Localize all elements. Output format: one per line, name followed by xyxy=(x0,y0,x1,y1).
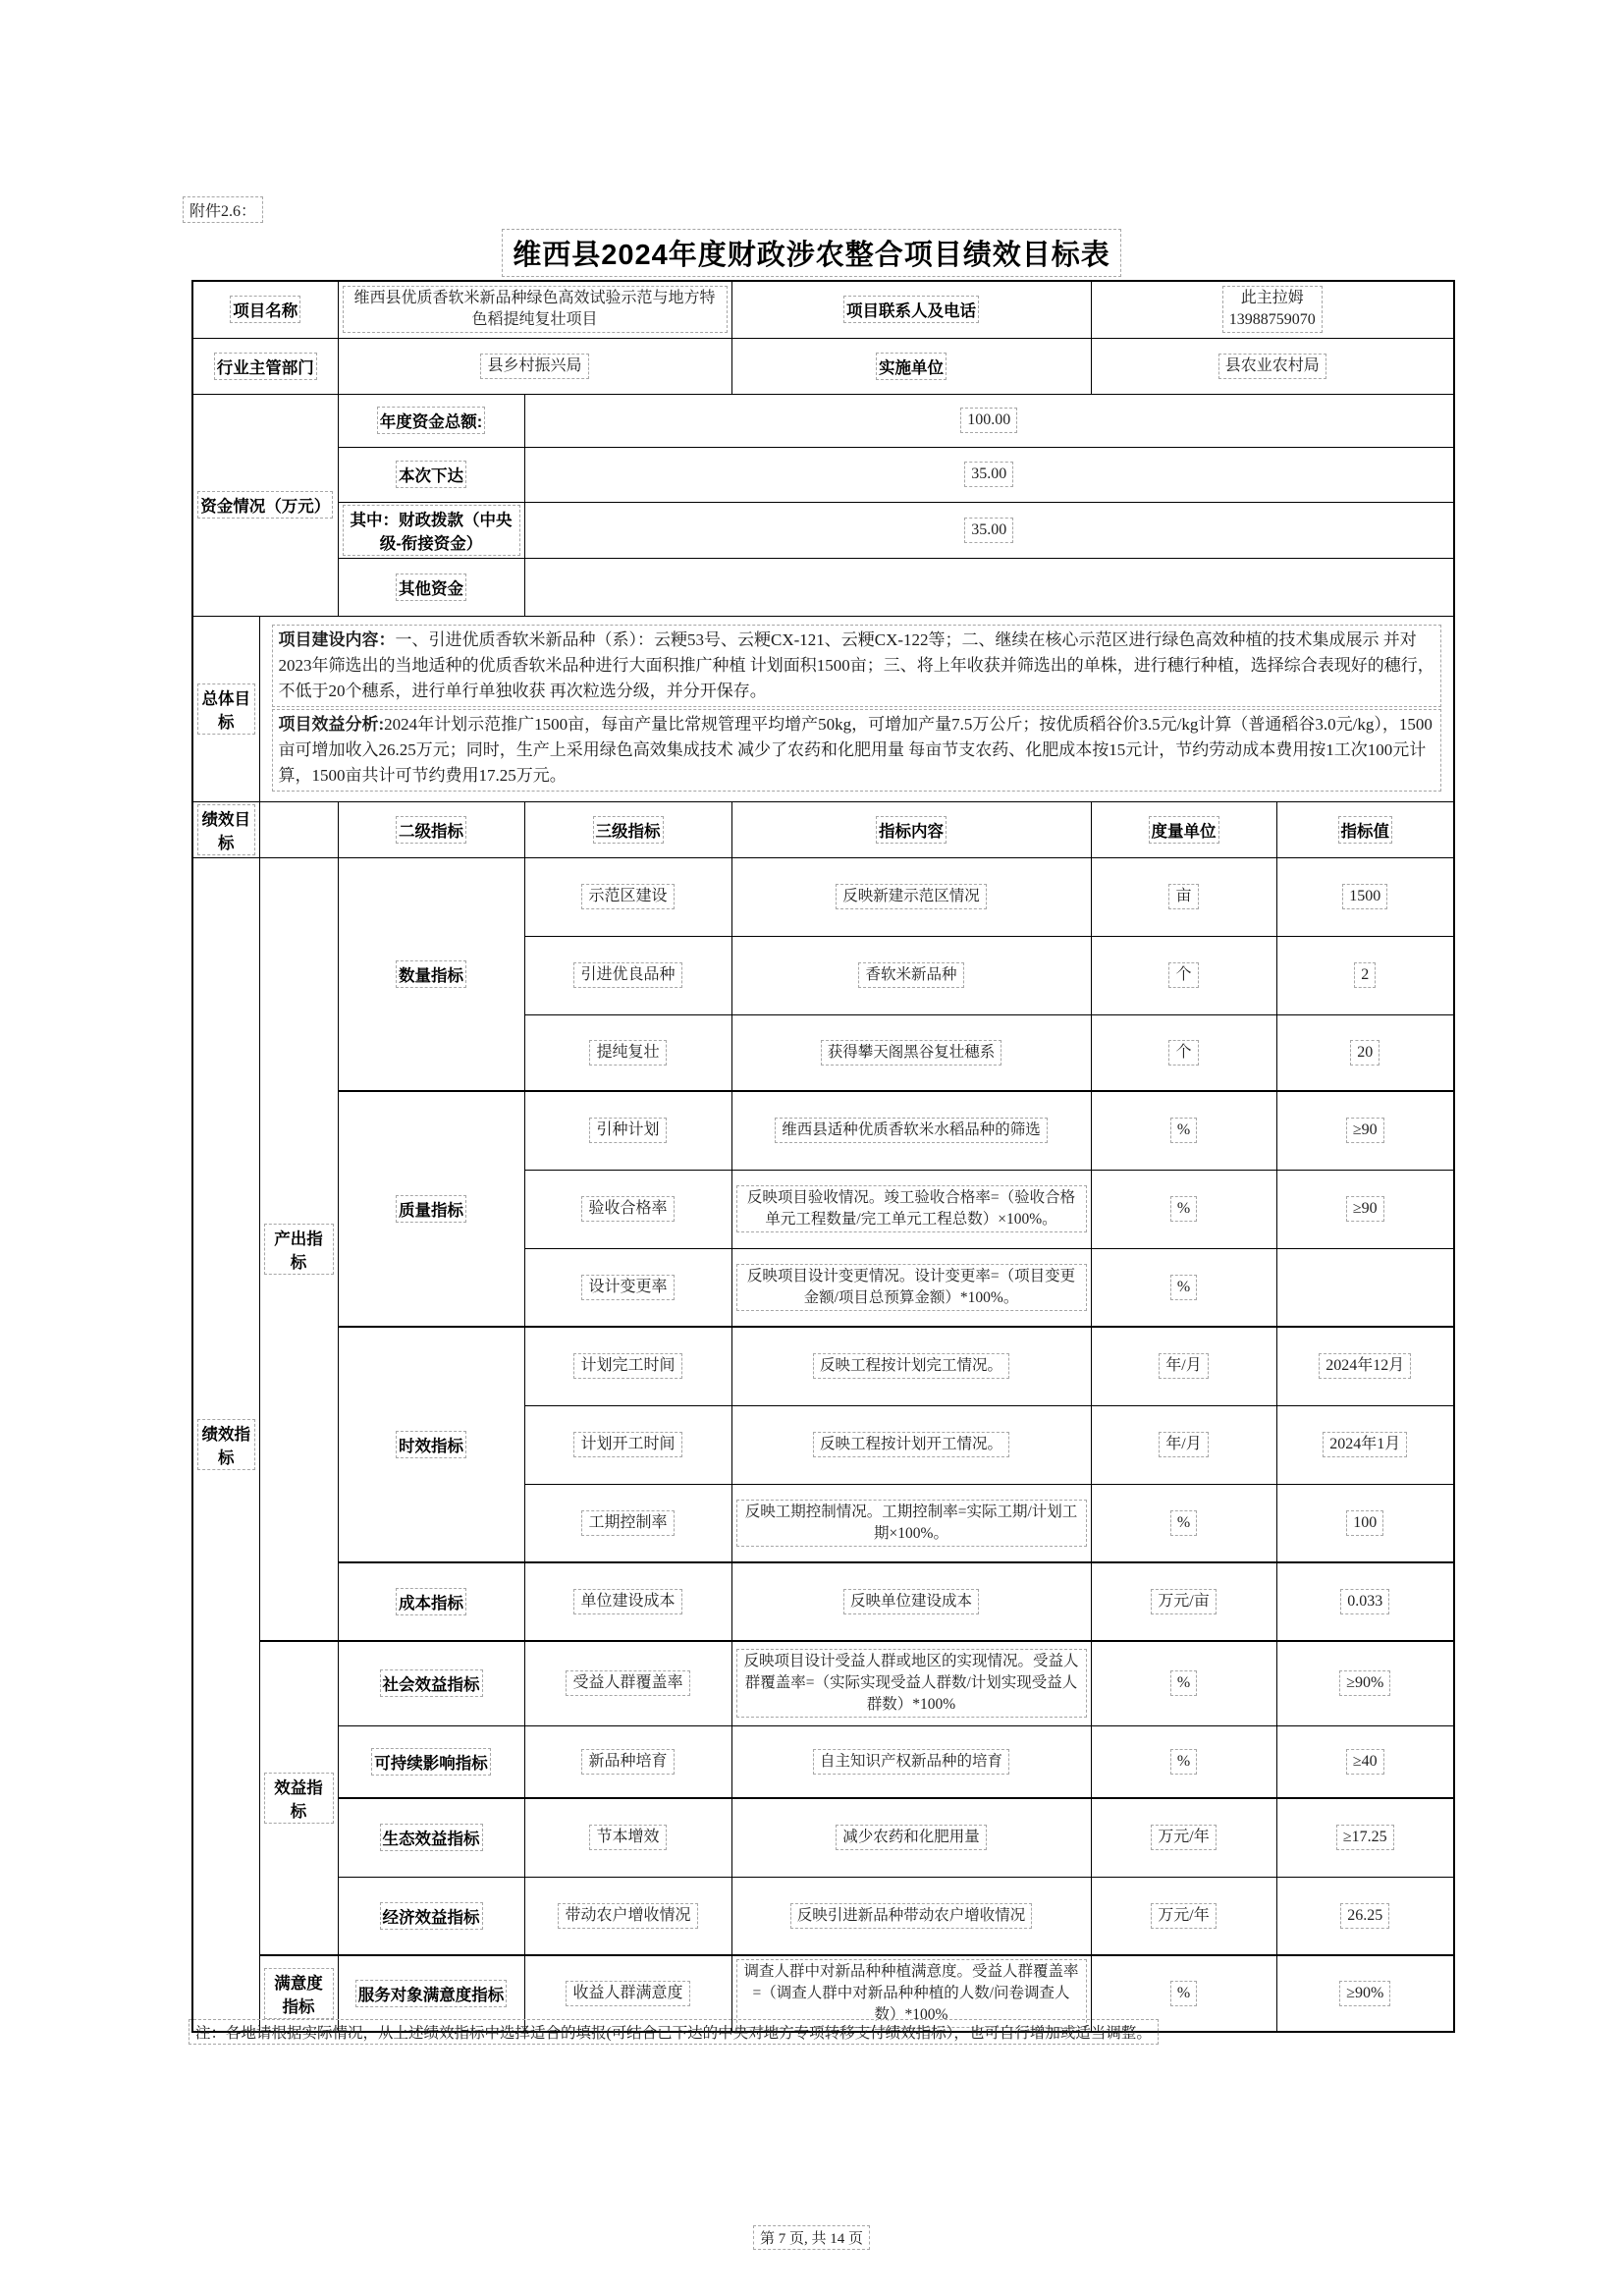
indicator-name: 受益人群覆盖率 xyxy=(566,1670,689,1696)
indicator-content: 反映工程按计划完工情况。 xyxy=(813,1353,1009,1379)
header-value: 指标值 xyxy=(1338,816,1393,844)
funding-total-label: 年度资金总额: xyxy=(377,407,486,434)
overall-goal-label: 总体目标 xyxy=(197,683,255,735)
indicator-content: 反映工期控制情况。工期控制率=实际工期/计划工期×100%。 xyxy=(736,1500,1087,1547)
title-row xyxy=(0,229,1623,277)
indicator-value: 26.25 xyxy=(1340,1903,1389,1929)
indicator-row xyxy=(192,1877,1454,1955)
sub-social-label: 社会效益指标 xyxy=(380,1669,483,1697)
benefit-paragraph xyxy=(272,709,1442,792)
funding-current-value: 35.00 xyxy=(964,462,1013,487)
indicator-value: 0.033 xyxy=(1340,1589,1389,1614)
sub-cost-label: 成本指标 xyxy=(396,1588,466,1615)
indicator-name: 计划完工时间 xyxy=(573,1353,681,1379)
indicator-row-label: 绩效指标 xyxy=(197,1419,255,1470)
contact-value xyxy=(1222,286,1323,333)
header-level3: 三级指标 xyxy=(593,816,664,844)
indicator-name: 引种计划 xyxy=(589,1118,666,1143)
indicator-name: 工期控制率 xyxy=(581,1510,674,1536)
indicator-row xyxy=(192,857,1454,936)
indicator-unit: 万元/年 xyxy=(1151,1903,1216,1929)
page-number: 第 7 页, 共 14 页 xyxy=(753,2225,870,2250)
project-name-label: 项目名称 xyxy=(230,296,300,323)
indicator-unit: % xyxy=(1170,1749,1197,1775)
indicator-unit: 个 xyxy=(1168,962,1198,988)
indicator-row xyxy=(192,1091,1454,1170)
implementing-unit-value: 县农业农村局 xyxy=(1218,354,1326,379)
department-value: 县乡村振兴局 xyxy=(480,354,588,379)
indicator-name: 收益人群满意度 xyxy=(566,1981,689,2006)
indicator-content: 反映项目设计变更情况。设计变更率=（项目变更金额/项目总预算金额）*100%。 xyxy=(736,1264,1087,1311)
indicator-value: 1500 xyxy=(1342,884,1387,909)
contact-name: 此主拉姆 xyxy=(1240,290,1304,307)
indicator-name: 计划开工时间 xyxy=(573,1432,681,1457)
indicator-content: 反映项目设计受益人群或地区的实现情况。受益人群覆盖率=（实际实现受益人群数/计划实现受益人群数）*100% xyxy=(736,1649,1087,1718)
indicator-value: 2 xyxy=(1354,962,1376,988)
indicator-value-empty xyxy=(1276,1248,1454,1327)
indicator-unit: 亩 xyxy=(1168,884,1198,909)
indicator-name: 引进优良品种 xyxy=(573,962,681,988)
indicator-content: 维西县适种优质香软米水稻品种的筛选 xyxy=(775,1118,1048,1143)
indicator-name: 节本增效 xyxy=(589,1825,666,1850)
indicator-value: ≥90% xyxy=(1339,1670,1390,1696)
indicator-unit: % xyxy=(1170,1275,1197,1300)
sub-sustain-label: 可持续影响指标 xyxy=(371,1748,491,1776)
funding-central-label: 其中：财政拨款（中央级-衔接资金） xyxy=(343,505,520,556)
indicator-row xyxy=(192,1327,1454,1405)
page-footer xyxy=(0,2225,1623,2250)
indicator-content: 反映新建示范区情况 xyxy=(836,884,987,909)
indicator-value: 100 xyxy=(1346,1510,1383,1536)
indicator-row xyxy=(192,1798,1454,1877)
funding-total-value: 100.00 xyxy=(960,408,1017,433)
benefit-text: 2024年计划示范推广1500亩，每亩产量比常规管理平均增产50kg，可增加产量7.5万公斤；按优质稻谷价3.5元/kg计算（普通稻谷3.0元/kg），1500亩可增加收入26.25万元；同时，生产上采用绿色高效集成技术 减少了农药和化肥用量 每亩节支农药、化肥成本按15元计，节约劳动成本费用按1工次100元计算，1500亩共计可节约费用17.25万元。 xyxy=(278,714,1433,785)
header-content: 指标内容 xyxy=(876,816,947,844)
sub-eco-label: 生态效益指标 xyxy=(380,1824,483,1851)
department-label: 行业主管部门 xyxy=(214,353,317,380)
department-row xyxy=(192,338,1454,394)
indicator-content: 反映引进新品种带动农户增收情况 xyxy=(790,1903,1033,1929)
contact-label: 项目联系人及电话 xyxy=(843,296,979,323)
attachment-label: 附件2.6： xyxy=(183,196,263,223)
indicator-content: 获得攀天阁黑谷复壮穗系 xyxy=(821,1040,1002,1066)
indicator-unit: 万元/年 xyxy=(1151,1825,1216,1850)
indicator-value: 2024年1月 xyxy=(1323,1432,1407,1457)
funding-other-label: 其他资金 xyxy=(396,574,466,601)
indicator-value: ≥90% xyxy=(1339,1981,1390,2006)
group-output-label: 产出指标 xyxy=(264,1224,334,1275)
sub-time-label: 时效指标 xyxy=(396,1431,466,1458)
indicator-header-row xyxy=(192,801,1454,857)
indicator-value: 2024年12月 xyxy=(1319,1353,1411,1379)
sub-quantity-label: 数量指标 xyxy=(396,960,466,988)
sub-economic-label: 经济效益指标 xyxy=(380,1902,483,1930)
indicator-unit: 年/月 xyxy=(1159,1432,1208,1457)
construction-paragraph xyxy=(272,625,1442,707)
indicator-row xyxy=(192,1725,1454,1798)
indicator-row xyxy=(192,1562,1454,1641)
project-name-value: 维西县优质香软米新品种绿色高效试验示范与地方特色稻提纯复壮项目 xyxy=(343,286,728,333)
indicator-content: 香软米新品种 xyxy=(858,962,963,988)
implementing-unit-label: 实施单位 xyxy=(876,353,947,380)
page-title: 维西县2024年度财政涉农整合项目绩效目标表 xyxy=(502,229,1121,277)
benefit-label: 项目效益分析: xyxy=(278,714,385,734)
footnote-text: 注：各地请根据实际情况，从上述绩效指标中选择适合的填报(可结合已下达的中央对地方专项转移支付绩效指标），也可自行增加或适当调整。 xyxy=(189,2019,1159,2045)
indicator-row xyxy=(192,1641,1454,1725)
funding-row-total xyxy=(192,394,1454,447)
indicator-unit: % xyxy=(1170,1118,1197,1143)
funding-section-label: 资金情况（万元） xyxy=(197,491,333,519)
indicator-name: 验收合格率 xyxy=(581,1196,674,1222)
construction-text: 一、引进优质香软米新品种（系）：云粳53号、云粳CX-121、云粳CX-122等；二、继续在核心示范区进行绿色高效种植的技术集成展示 并对2023年筛选出的当地适种的优质香软米品种进行大面积推广种植 计划面积1500亩；三、将上年收获并筛选出的单株，进行穗行种植，选择综合表现好的穗行，不低于20个穗系，进行单行单独收获 再次粒选分级，并分开保存。 xyxy=(278,629,1434,700)
header-unit: 度量单位 xyxy=(1149,816,1219,844)
indicator-value: ≥90 xyxy=(1346,1196,1384,1222)
funding-current-label: 本次下达 xyxy=(396,461,466,488)
sub-quality-label: 质量指标 xyxy=(396,1195,466,1223)
overall-goal-row xyxy=(192,616,1454,801)
header-blank-cell xyxy=(259,801,338,857)
overall-goal-content xyxy=(259,616,1454,801)
indicator-value: 20 xyxy=(1350,1040,1380,1066)
indicator-value: ≥40 xyxy=(1346,1749,1384,1775)
performance-target-table xyxy=(191,280,1455,2033)
footnote-row xyxy=(189,2019,1159,2045)
indicator-name: 带动农户增收情况 xyxy=(558,1903,697,1929)
funding-row-current xyxy=(192,447,1454,502)
construction-label: 项目建设内容： xyxy=(278,629,396,649)
indicator-content: 反映项目验收情况。竣工验收合格率=（验收合格单元工程数量/完工单元工程总数）×100%。 xyxy=(736,1185,1087,1232)
indicator-unit: % xyxy=(1170,1670,1197,1696)
indicator-content: 反映工程按计划开工情况。 xyxy=(813,1432,1009,1457)
indicator-content: 调查人群中对新品种种植满意度。受益人群覆盖率=（调查人群中对新品种种植的人数/问卷调查人数）*100% xyxy=(736,1959,1087,2028)
header-level2: 二级指标 xyxy=(396,816,466,844)
group-satisfaction-label: 满意度指标 xyxy=(264,1968,334,2019)
contact-phone: 13988759070 xyxy=(1228,311,1316,329)
indicator-unit: % xyxy=(1170,1510,1197,1536)
indicator-value: ≥17.25 xyxy=(1336,1825,1394,1850)
group-benefit-label: 效益指标 xyxy=(264,1773,334,1824)
indicator-name: 示范区建设 xyxy=(581,884,674,909)
sub-service-satisfaction-label: 服务对象满意度指标 xyxy=(355,1980,508,2007)
indicator-unit: 年/月 xyxy=(1159,1353,1208,1379)
indicator-unit: % xyxy=(1170,1196,1197,1222)
indicator-unit: 个 xyxy=(1168,1040,1198,1066)
funding-row-central xyxy=(192,502,1454,558)
indicator-name: 单位建设成本 xyxy=(573,1589,681,1614)
indicator-value: ≥90 xyxy=(1346,1118,1384,1143)
indicator-section-label: 绩效目标 xyxy=(197,804,255,855)
indicator-name: 设计变更率 xyxy=(581,1275,674,1300)
funding-row-other xyxy=(192,558,1454,616)
indicator-name: 新品种培育 xyxy=(581,1749,674,1775)
project-name-row xyxy=(192,281,1454,338)
indicator-unit: 万元/亩 xyxy=(1151,1589,1216,1614)
indicator-content: 自主知识产权新品种的培育 xyxy=(813,1749,1009,1775)
funding-central-value: 35.00 xyxy=(964,518,1013,543)
indicator-content: 减少农药和化肥用量 xyxy=(836,1825,987,1850)
indicator-name: 提纯复壮 xyxy=(589,1040,666,1066)
funding-other-value xyxy=(524,558,1454,616)
indicator-unit: % xyxy=(1170,1981,1197,2006)
indicator-content: 反映单位建设成本 xyxy=(843,1589,979,1614)
